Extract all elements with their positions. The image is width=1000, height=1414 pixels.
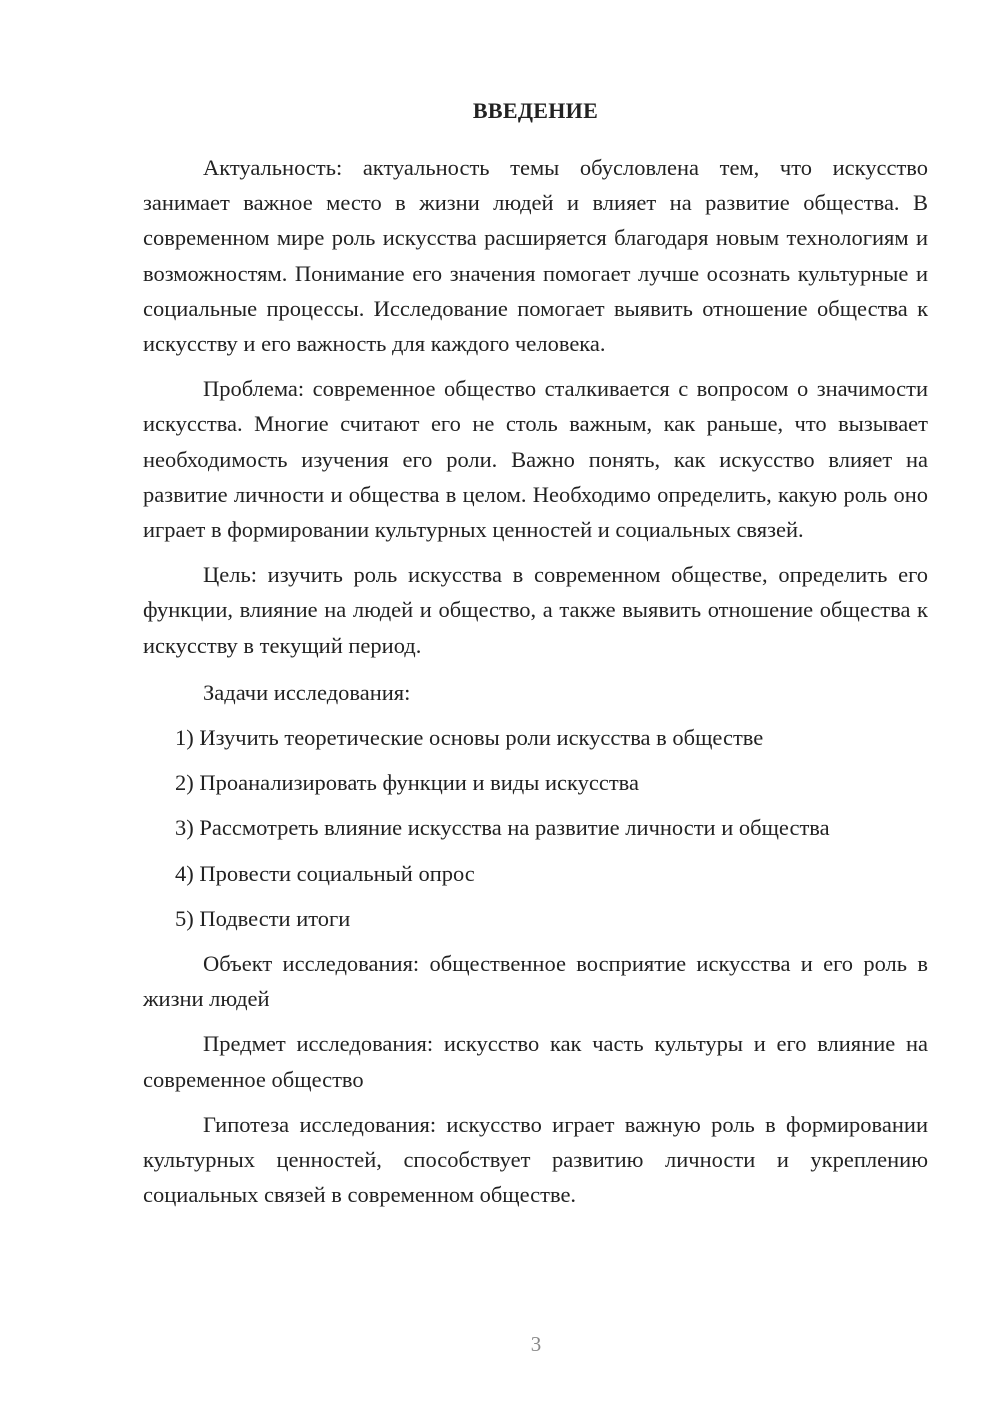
problem-paragraph: Проблема: современное общество сталкивается с вопросом о значимости искусства. Многие считают его не столь важным, как раньше, что вызывает необходимость изучения его роли. Важно понять, как искусство влияет на развитие личности и общества в целом. Необходимо определить, какую роль оно играет в формировании культурных ценностей и социальных связей. [143, 376, 928, 543]
list-item: 4) Провести социальный опрос [175, 860, 475, 886]
page-number: 3 [530, 1332, 542, 1356]
object-paragraph: Объект исследования: общественное восприятие искусства и его роль в жизни людей [143, 951, 928, 1012]
subject-paragraph: Предмет исследования: искусство как часть культуры и его влияние на современное общество [143, 1031, 928, 1092]
tasks-list [143, 720, 928, 936]
list-item: 5) Подвести итоги [175, 905, 351, 931]
list-item: 2) Проанализировать функции и виды искусства [175, 770, 639, 796]
section-heading: ВВЕДЕНИЕ [472, 98, 599, 123]
tasks-title: Задачи исследования: [203, 679, 411, 705]
hypothesis-paragraph: Гипотеза исследования: искусство играет важную роль в формировании культурных ценностей, способствует развитию личности и укреплению социальных связей в современном обществе. [143, 1111, 928, 1208]
list-item: 3) Рассмотреть влияние искусства на развитие личности и общества [175, 815, 830, 841]
page-content [143, 93, 928, 1222]
list-item: 1) Изучить теоретические основы роли искусства в обществе [175, 725, 764, 751]
relevance-paragraph: Актуальность: актуальность темы обусловлена тем, что искусство занимает важное место в жизни людей и влияет на развитие общества. В современном мире роль искусства расширяется благодаря новым технологиям и возможностям. Понимание его значения помогает лучше осознать культурные и социальные процессы. Исследование помогает выявить отношение общества к искусству и его важность для каждого человека. [143, 155, 928, 357]
goal-paragraph: Цель: изучить роль искусства в современном обществе, определить его функции, влияние на людей и общество, а также выявить отношение общества к искусству в текущий период. [143, 562, 928, 658]
